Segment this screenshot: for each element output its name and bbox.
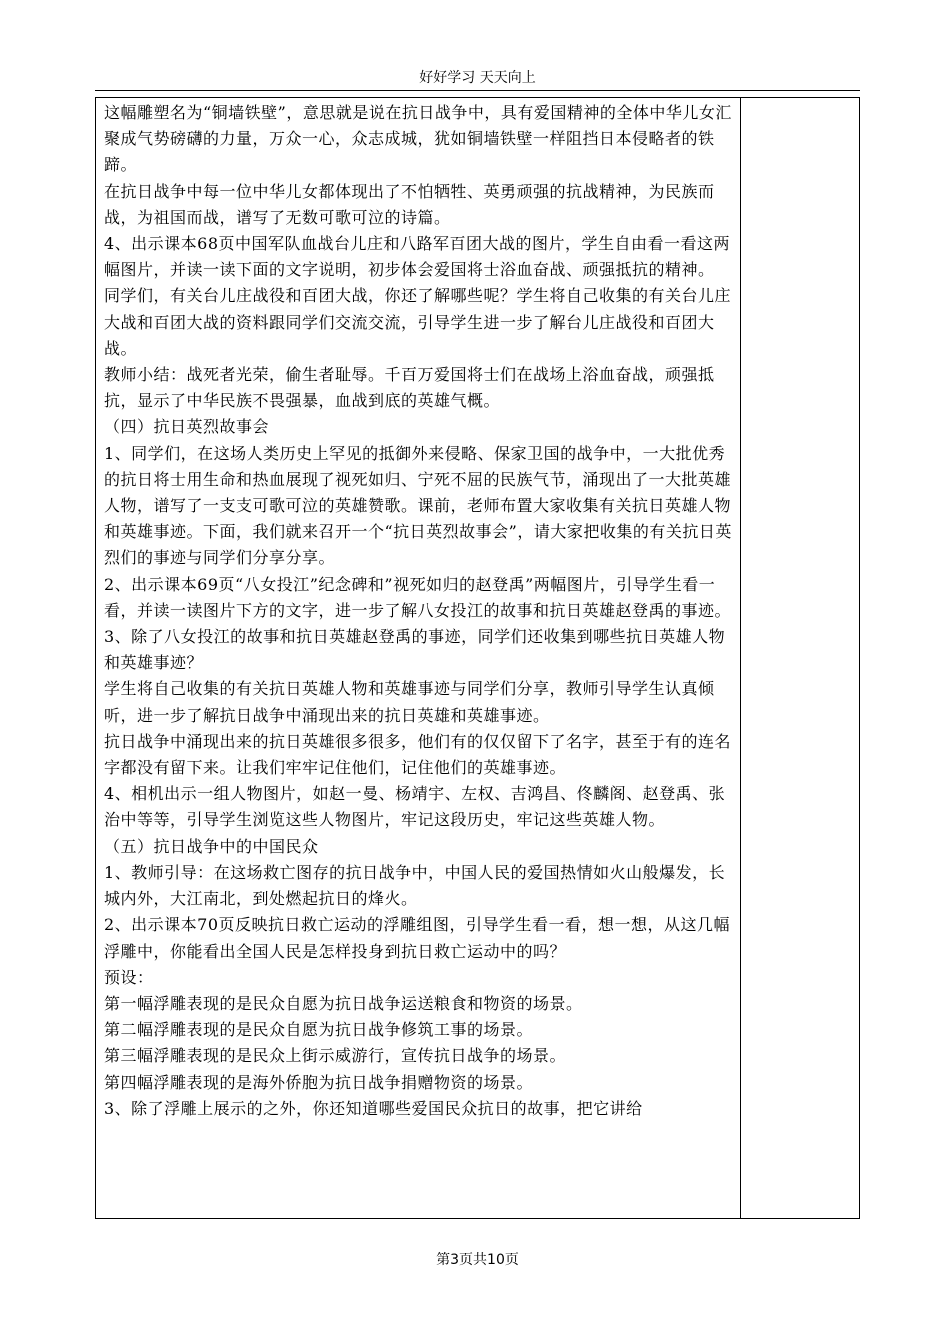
paragraph: 3、除了浮雕上展示的之外，你还知道哪些爱国民众抗日的故事，把它讲给: [104, 1098, 643, 1118]
lesson-table: [95, 97, 860, 1219]
paragraph: 这幅雕塑名为“铜墙铁壁”，意思就是说在抗日战争中，具有爱国精神的全体中华儿女汇聚成气势磅礴的力量，万众一心，众志成城，犹如铜墙铁壁一样阻挡日本侵略者的铁蹄。: [104, 103, 732, 175]
paragraph: 在抗日战争中每一位中华儿女都体现出了不怕牺牲、英勇顽强的抗战精神，为民族而战，为祖国而战，谱写了无数可歌可泣的诗篇。: [104, 181, 715, 227]
paragraph: 教师小结：战死者光荣，偷生者耻辱。千百万爱国将士们在战场上浴血奋战，顽强抵抗，显示了中华民族不畏强暴，血战到底的英雄气概。: [104, 365, 715, 411]
paragraph: 抗日战争中涌现出来的抗日英雄很多很多，他们有的仅仅留下了名字，甚至于有的连名字都没有留下来。让我们牢牢记住他们，记住他们的英雄事迹。: [104, 731, 732, 778]
page-header: 好好学习 天天向上: [419, 70, 536, 86]
paragraph: 第三幅浮雕表现的是民众上街示威游行，宣传抗日战争的场景。: [104, 1046, 567, 1066]
paragraph: 第一幅浮雕表现的是民众自愿为抗日战争运送粮食和物资的场景。: [104, 993, 583, 1013]
paragraph: 4、出示课本68页中国军队血战台儿庄和八路军百团大战的图片，学生自由看一看这两幅图片，并读一读下面的文字说明，初步体会爱国将士浴血奋战、顽强抵抗的精神。: [104, 234, 731, 280]
paragraph: 4、相机出示一组人物图片，如赵一曼、杨靖宇、左权、吉鸿昌、佟麟阁、赵登禹、张治中等等，引导学生浏览这些人物图片，牢记这段历史，牢记这些英雄人物。: [104, 784, 726, 830]
lesson-content: [104, 100, 736, 1122]
notes-column: [741, 98, 859, 1218]
section-heading: （五）抗日战争中的中国民众: [104, 836, 319, 856]
paragraph: 学生将自己收集的有关抗日英雄人物和英雄事迹与同学们分享，教师引导学生认真倾听，进一步了解抗日战争中涌现出来的抗日英雄和英雄事迹。: [104, 679, 715, 725]
paragraph: 同学们，有关台儿庄战役和百团大战，你还了解哪些呢？学生将自己收集的有关台儿庄大战和百团大战的资料跟同学们交流交流，引导学生进一步了解台儿庄战役和百团大战。: [104, 286, 732, 358]
section-heading: （四）抗日英烈故事会: [104, 417, 270, 437]
paragraph: 预设：: [104, 967, 154, 987]
paragraph: 2、出示课本69页“八女投江”纪念碑和”视死如归的赵登禹”两幅图片，引导学生看一看，并读一读图片下方的文字，进一步了解八女投江的故事和抗日英雄赵登禹的事迹。: [104, 574, 732, 620]
page-number: 第3页共10页: [436, 1252, 519, 1268]
paragraph: 第二幅浮雕表现的是民众自愿为抗日战争修筑工事的场景。: [104, 1020, 534, 1040]
paragraph: 第四幅浮雕表现的是海外侨胞为抗日战争捐赠物资的场景。: [104, 1072, 534, 1092]
paragraph: 2、出示课本70页反映抗日救亡运动的浮雕组图，引导学生看一看，想一想，从这几幅浮雕中，你能看出全国人民是怎样投身到抗日救亡运动中的吗？: [104, 915, 731, 961]
header-rule: [95, 90, 860, 91]
paragraph: 1、同学们，在这场人类历史上罕见的抵御外来侵略、保家卫国的战争中，一大批优秀的抗日将士用生命和热血展现了视死如归、宁死不屈的民族气节，涌现出了一大批英雄人物，谱写了一支支可歌可泣的英雄赞歌。课前，老师布置大家收集有关抗日英雄人物和英雄事迹。下面，我们就来召开一个“抗日英烈故事会”，请大家把收集的有关抗日英烈们的事迹与同学们分享分享。: [104, 443, 732, 568]
paragraph: 1、教师引导：在这场救亡图存的抗日战争中，中国人民的爱国热情如火山般爆发，长城内外，大江南北，到处燃起抗日的烽火。: [104, 862, 726, 909]
paragraph: 3、除了八女投江的故事和抗日英雄赵登禹的事迹，同学们还收集到哪些抗日英雄人物和英雄事迹？: [104, 627, 726, 673]
